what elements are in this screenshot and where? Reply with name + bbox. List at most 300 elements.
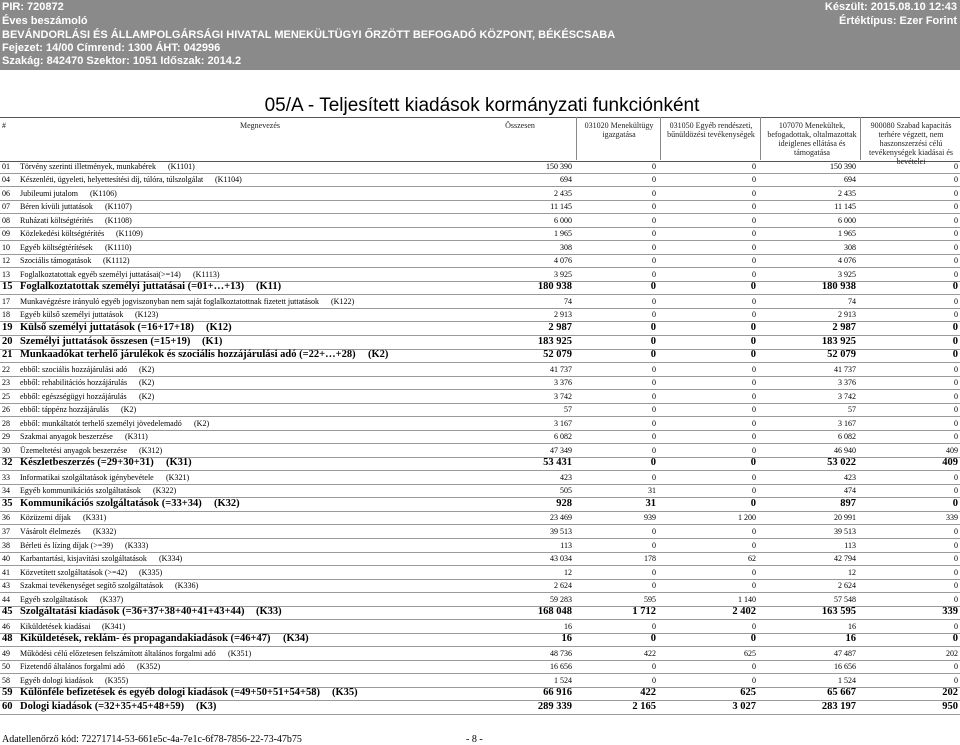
cell-c2: 0 bbox=[752, 675, 756, 685]
cell-c2: 0 bbox=[750, 321, 756, 333]
cell-c3: 65 667 bbox=[827, 687, 856, 699]
cell-c1: 0 bbox=[652, 472, 656, 482]
col-divider bbox=[576, 117, 577, 160]
row-label: ebből: szociális hozzájárulási adó bbox=[20, 364, 128, 374]
row-code: (K311) bbox=[125, 432, 148, 442]
row-label: Közüzemi díjak bbox=[20, 513, 71, 523]
row-label: Foglalkoztatottak egyéb személyi juttatásai(>=14) bbox=[20, 269, 181, 279]
table-row bbox=[0, 661, 960, 675]
col-1-header: 031020 Menekültügy igazgatása bbox=[584, 121, 654, 139]
cell-c4: 0 bbox=[954, 594, 958, 604]
row-label: ebből: táppénz hozzájárulás bbox=[20, 405, 109, 415]
row-code: (K333) bbox=[125, 540, 149, 550]
cell-c4: 0 bbox=[954, 229, 958, 239]
cell-c2: 0 bbox=[750, 349, 756, 361]
col-total-header: Összesen bbox=[505, 121, 535, 130]
row-code: (K352) bbox=[137, 662, 161, 672]
row-number: 58 bbox=[2, 675, 10, 685]
cell-c3: 3 167 bbox=[838, 418, 856, 428]
table-row bbox=[0, 336, 960, 350]
cell-c1: 0 bbox=[652, 418, 656, 428]
cell-c4: 0 bbox=[954, 310, 958, 320]
cell-c3: 163 595 bbox=[821, 606, 856, 618]
cell-c4: 409 bbox=[942, 457, 958, 469]
row-label: Közlekedési költségtérítés bbox=[20, 229, 105, 239]
row-number: 26 bbox=[2, 405, 10, 415]
table-row bbox=[0, 201, 960, 215]
cell-c3: 3 925 bbox=[838, 269, 856, 279]
cell-c3: 150 390 bbox=[830, 161, 856, 171]
cell-total: 11 145 bbox=[550, 202, 572, 212]
row-number: 25 bbox=[2, 391, 10, 401]
row-number: 60 bbox=[2, 700, 13, 712]
cell-c1: 0 bbox=[652, 662, 656, 672]
cell-c2: 0 bbox=[752, 662, 756, 672]
row-code: (K1106) bbox=[90, 188, 117, 198]
cell-total: 41 737 bbox=[550, 364, 572, 374]
table-row bbox=[0, 607, 960, 621]
cell-total: 57 bbox=[564, 405, 572, 415]
cell-c3: 1 965 bbox=[838, 229, 856, 239]
table-row bbox=[0, 647, 960, 661]
cell-c3: 283 197 bbox=[821, 700, 856, 712]
table-row bbox=[0, 174, 960, 188]
cell-total: 66 916 bbox=[543, 687, 572, 699]
table-row bbox=[0, 187, 960, 201]
table-row bbox=[0, 255, 960, 269]
cell-c1: 0 bbox=[652, 540, 656, 550]
row-code: (K1113) bbox=[193, 269, 220, 279]
cell-c1: 0 bbox=[652, 256, 656, 266]
cell-c3: 16 656 bbox=[834, 662, 856, 672]
cell-c4: 0 bbox=[952, 633, 958, 645]
cell-c3: 16 bbox=[848, 621, 856, 631]
row-code: (K1107) bbox=[105, 202, 132, 212]
row-label: ebből: egészségügyi hozzájárulás bbox=[20, 391, 127, 401]
row-code: (K335) bbox=[139, 567, 163, 577]
row-code: (K122) bbox=[331, 296, 355, 306]
row-label: Egyéb külső személyi juttatások bbox=[20, 310, 124, 320]
cell-c3: 47 487 bbox=[834, 648, 856, 658]
row-label: Vásárolt élelmezés bbox=[20, 527, 81, 537]
row-code: (K1112) bbox=[103, 256, 130, 266]
institution-name: BEVÁNDORLÁSI ÉS ÁLLAMPOLGÁRSÁGI HIVATAL MENEKÜLTÜGYI ŐRZÖTT BEFOGADÓ KÖZPONT, BÉKÉSCSABA bbox=[2, 29, 616, 41]
cell-c3: 46 940 bbox=[834, 445, 856, 455]
row-label: Készletbeszerzés (=29+30+31) bbox=[20, 457, 154, 469]
table-row bbox=[0, 674, 960, 688]
cell-total: 6 082 bbox=[554, 432, 572, 442]
cell-c3: 16 bbox=[845, 633, 856, 645]
cell-c3: 423 bbox=[844, 472, 856, 482]
row-number: 21 bbox=[2, 349, 13, 361]
row-label: Szakmai anyagok beszerzése bbox=[20, 432, 113, 442]
cell-total: 47 349 bbox=[550, 445, 572, 455]
cell-c1: 939 bbox=[644, 513, 656, 523]
cell-c3: 2 624 bbox=[838, 581, 856, 591]
cell-c3: 52 079 bbox=[827, 349, 856, 361]
row-label: Külső személyi juttatások (=16+17+18) bbox=[20, 321, 194, 333]
row-code: (K355) bbox=[105, 675, 129, 685]
check-code: Adatellenőrző kód: 72271714-53-661e5c-4a-7e1c-6f78-7856-22-73-47b75 bbox=[2, 734, 302, 745]
cell-total: 289 339 bbox=[537, 700, 572, 712]
cell-total: 52 079 bbox=[543, 349, 572, 361]
row-label: Működési célú előzetesen felszámított általános forgalmi adó bbox=[20, 648, 216, 658]
cell-c1: 2 165 bbox=[632, 700, 656, 712]
row-code: (K336) bbox=[175, 581, 199, 591]
cell-c2: 0 bbox=[750, 633, 756, 645]
row-number: 13 bbox=[2, 269, 10, 279]
row-code: (K34) bbox=[283, 633, 309, 645]
table-row bbox=[0, 268, 960, 282]
table-row bbox=[0, 228, 960, 242]
cell-c4: 0 bbox=[952, 349, 958, 361]
row-number: 41 bbox=[2, 567, 10, 577]
row-number: 50 bbox=[2, 662, 10, 672]
cell-c4: 0 bbox=[954, 256, 958, 266]
cell-c4: 0 bbox=[954, 215, 958, 225]
cell-c1: 0 bbox=[650, 457, 656, 469]
cell-c3: 3 742 bbox=[838, 391, 856, 401]
cell-c4: 0 bbox=[954, 161, 958, 171]
cell-c4: 0 bbox=[952, 335, 958, 347]
row-label: Dologi kiadások (=32+35+45+48+59) bbox=[20, 700, 185, 712]
table-row bbox=[0, 295, 960, 309]
cell-c3: 57 548 bbox=[834, 594, 856, 604]
cell-total: 16 bbox=[564, 621, 572, 631]
cell-c1: 0 bbox=[652, 364, 656, 374]
cell-c2: 0 bbox=[752, 405, 756, 415]
row-code: (K332) bbox=[93, 527, 117, 537]
row-number: 19 bbox=[2, 321, 13, 333]
row-label: Törvény szerinti illetmények, munkabérek bbox=[20, 161, 156, 171]
row-code: (K331) bbox=[83, 513, 107, 523]
row-label: Foglalkoztatottak személyi juttatásai (=01+…+13) bbox=[20, 281, 245, 293]
cell-c3: 6 082 bbox=[838, 432, 856, 442]
sector-text: Szakág: 842470 Szektor: 1051 Időszak: 2014.2 bbox=[2, 55, 242, 67]
row-label: Kiküldetések kiadásai bbox=[20, 621, 91, 631]
table-row bbox=[0, 498, 960, 512]
row-label: Személyi juttatások összesen (=15+19) bbox=[20, 335, 191, 347]
created-text: Készült: 2015.08.10 12:43 bbox=[824, 1, 957, 13]
table-row bbox=[0, 593, 960, 607]
row-code: (K31) bbox=[166, 457, 192, 469]
table-row bbox=[0, 309, 960, 323]
cell-c1: 0 bbox=[652, 296, 656, 306]
cell-c2: 0 bbox=[752, 391, 756, 401]
cell-c2: 0 bbox=[752, 432, 756, 442]
cell-c1: 0 bbox=[652, 621, 656, 631]
cell-c1: 0 bbox=[652, 567, 656, 577]
cell-c4: 202 bbox=[946, 648, 958, 658]
cell-c3: 308 bbox=[844, 242, 856, 252]
cell-c1: 595 bbox=[644, 594, 656, 604]
table-row bbox=[0, 512, 960, 526]
cell-c2: 0 bbox=[752, 540, 756, 550]
pir-text: PIR: 720872 bbox=[2, 1, 64, 13]
cell-total: 2 435 bbox=[554, 188, 572, 198]
cell-total: 3 376 bbox=[554, 378, 572, 388]
row-code: (K312) bbox=[139, 445, 163, 455]
row-label: Egyéb költségtérítések bbox=[20, 242, 93, 252]
row-code: (K32) bbox=[214, 497, 240, 509]
row-number: 29 bbox=[2, 432, 10, 442]
cell-c1: 0 bbox=[652, 391, 656, 401]
value-type: Értéktípus: Ezer Forint bbox=[839, 15, 957, 27]
row-label: Karbantartási, kisjavítási szolgáltatások bbox=[20, 554, 147, 564]
cell-c4: 0 bbox=[954, 175, 958, 185]
cell-c1: 422 bbox=[640, 687, 656, 699]
cell-c4: 0 bbox=[954, 662, 958, 672]
col-num-header: # bbox=[2, 121, 6, 130]
cell-c2: 0 bbox=[752, 310, 756, 320]
row-number: 43 bbox=[2, 581, 10, 591]
cell-total: 39 513 bbox=[550, 527, 572, 537]
row-label: Fizetendő általános forgalmi adó bbox=[20, 662, 125, 672]
cell-c4: 0 bbox=[952, 281, 958, 293]
cell-total: 2 913 bbox=[554, 310, 572, 320]
cell-c4: 0 bbox=[954, 364, 958, 374]
row-number: 09 bbox=[2, 229, 10, 239]
cell-c3: 12 bbox=[848, 567, 856, 577]
row-number: 01 bbox=[2, 161, 10, 171]
cell-c1: 0 bbox=[652, 188, 656, 198]
row-label: Jubileumi jutalom bbox=[20, 188, 78, 198]
cell-c2: 0 bbox=[752, 242, 756, 252]
cell-c4: 0 bbox=[954, 675, 958, 685]
row-label: Kiküldetések, reklám- és propagandakiadások (=46+47) bbox=[20, 633, 271, 645]
cell-total: 3 167 bbox=[554, 418, 572, 428]
cell-c2: 0 bbox=[752, 621, 756, 631]
row-number: 33 bbox=[2, 472, 10, 482]
cell-total: 4 076 bbox=[554, 256, 572, 266]
cell-c2: 0 bbox=[752, 486, 756, 496]
cell-total: 48 736 bbox=[550, 648, 572, 658]
cell-c2: 0 bbox=[752, 472, 756, 482]
cell-c4: 0 bbox=[954, 527, 958, 537]
cell-total: 3 742 bbox=[554, 391, 572, 401]
cell-c3: 3 376 bbox=[838, 378, 856, 388]
cell-c3: 474 bbox=[844, 486, 856, 496]
report-type: Éves beszámoló bbox=[2, 15, 88, 27]
cell-total: 59 283 bbox=[550, 594, 572, 604]
row-number: 59 bbox=[2, 687, 13, 699]
cell-c4: 0 bbox=[954, 242, 958, 252]
row-label: Szakmai tevékenységet segítő szolgáltatások bbox=[20, 581, 164, 591]
cell-c3: 74 bbox=[848, 296, 856, 306]
row-number: 28 bbox=[2, 418, 10, 428]
col-divider bbox=[760, 117, 761, 160]
cell-c2: 0 bbox=[752, 378, 756, 388]
cell-c2: 0 bbox=[752, 229, 756, 239]
row-number: 36 bbox=[2, 513, 10, 523]
cell-c4: 0 bbox=[954, 540, 958, 550]
table-row bbox=[0, 688, 960, 702]
cell-c2: 0 bbox=[752, 161, 756, 171]
row-number: 44 bbox=[2, 594, 10, 604]
row-number: 22 bbox=[2, 364, 10, 374]
cell-c1: 0 bbox=[652, 215, 656, 225]
row-number: 48 bbox=[2, 633, 13, 645]
row-code: (K321) bbox=[166, 472, 190, 482]
row-number: 32 bbox=[2, 457, 13, 469]
table-row bbox=[0, 431, 960, 445]
row-number: 18 bbox=[2, 310, 10, 320]
cell-c1: 0 bbox=[652, 675, 656, 685]
row-number: 17 bbox=[2, 296, 10, 306]
cell-c1: 0 bbox=[652, 527, 656, 537]
cell-total: 1 524 bbox=[554, 675, 572, 685]
cell-c2: 0 bbox=[752, 296, 756, 306]
row-code: (K1109) bbox=[116, 229, 143, 239]
row-label: Készenléti, ügyeleti, helyettesítési díj, túlóra, túlszolgálat bbox=[20, 175, 204, 185]
row-code: (K337) bbox=[100, 594, 124, 604]
cell-total: 505 bbox=[560, 486, 572, 496]
cell-c3: 1 524 bbox=[838, 675, 856, 685]
cell-c4: 0 bbox=[954, 188, 958, 198]
row-label: ebből: rehabilitációs hozzájárulás bbox=[20, 378, 128, 388]
cell-c2: 0 bbox=[750, 335, 756, 347]
cell-c3: 2 435 bbox=[838, 188, 856, 198]
cell-c4: 0 bbox=[954, 581, 958, 591]
row-code: (K11) bbox=[256, 281, 282, 293]
table-row bbox=[0, 701, 960, 715]
cell-c2: 1 140 bbox=[738, 594, 756, 604]
col-divider bbox=[860, 117, 861, 160]
row-code: (K2) bbox=[121, 405, 137, 415]
cell-c2: 0 bbox=[750, 497, 756, 509]
cell-c2: 0 bbox=[752, 418, 756, 428]
table-row bbox=[0, 620, 960, 634]
row-code: (K2) bbox=[139, 391, 155, 401]
row-label: Ruházati költségtérítés bbox=[20, 215, 94, 225]
cell-c2: 0 bbox=[752, 527, 756, 537]
cell-total: 74 bbox=[564, 296, 572, 306]
row-code: (K33) bbox=[256, 606, 282, 618]
cell-c4: 0 bbox=[952, 321, 958, 333]
row-code: (K1) bbox=[202, 335, 223, 347]
cell-c3: 42 794 bbox=[834, 554, 856, 564]
cell-c2: 0 bbox=[752, 581, 756, 591]
row-number: 45 bbox=[2, 606, 13, 618]
row-label: Közvetített szolgáltatások (>=42) bbox=[20, 567, 128, 577]
cell-c1: 0 bbox=[650, 633, 656, 645]
row-code: (K322) bbox=[153, 486, 177, 496]
row-label: Munkaadókat terhelő járulékok és szociális hozzájárulási adó (=22+…+28) bbox=[20, 349, 356, 361]
row-label: Szociális támogatások bbox=[20, 256, 92, 266]
cell-c2: 3 027 bbox=[732, 700, 756, 712]
cell-c1: 0 bbox=[650, 281, 656, 293]
cell-c4: 0 bbox=[954, 378, 958, 388]
row-label: Kommunikációs szolgáltatások (=33+34) bbox=[20, 497, 202, 509]
row-label: Egyéb kommunikációs szolgáltatások bbox=[20, 486, 141, 496]
row-label: Különféle befizetések és egyéb dologi kiadások (=49+50+51+54+58) bbox=[20, 687, 320, 699]
table-row bbox=[0, 377, 960, 391]
cell-total: 6 000 bbox=[554, 215, 572, 225]
cell-c3: 11 145 bbox=[834, 202, 856, 212]
row-label: Béren kívüli juttatások bbox=[20, 202, 93, 212]
row-label: ebből: munkáltatót terhelő személyi jövedelemadó bbox=[20, 418, 182, 428]
row-code: (K3) bbox=[196, 700, 217, 712]
table-row bbox=[0, 485, 960, 499]
row-code: (K341) bbox=[102, 621, 126, 631]
row-number: 06 bbox=[2, 188, 10, 198]
cell-c2: 0 bbox=[752, 567, 756, 577]
table-row bbox=[0, 282, 960, 296]
cell-c1: 1 712 bbox=[632, 606, 656, 618]
cell-total: 168 048 bbox=[537, 606, 572, 618]
cell-c2: 1 200 bbox=[738, 513, 756, 523]
row-code: (K1110) bbox=[105, 242, 132, 252]
table-row bbox=[0, 634, 960, 648]
cell-c1: 31 bbox=[645, 497, 656, 509]
table-row bbox=[0, 566, 960, 580]
cell-c4: 0 bbox=[952, 497, 958, 509]
row-number: 46 bbox=[2, 621, 10, 631]
cell-c1: 0 bbox=[652, 202, 656, 212]
cell-c3: 4 076 bbox=[838, 256, 856, 266]
cell-c1: 31 bbox=[648, 486, 656, 496]
cell-c2: 0 bbox=[752, 445, 756, 455]
table-row bbox=[0, 525, 960, 539]
page-number: - 8 - bbox=[466, 734, 483, 745]
row-number: 38 bbox=[2, 540, 10, 550]
row-label: Szolgáltatási kiadások (=36+37+38+40+41+43+44) bbox=[20, 606, 245, 618]
cell-total: 1 965 bbox=[554, 229, 572, 239]
cell-c4: 0 bbox=[954, 202, 958, 212]
report-header-band bbox=[0, 0, 960, 70]
cell-c1: 0 bbox=[652, 229, 656, 239]
row-code: (K2) bbox=[194, 418, 210, 428]
cell-c2: 62 bbox=[748, 554, 756, 564]
cell-c2: 0 bbox=[752, 188, 756, 198]
cell-c3: 20 991 bbox=[834, 513, 856, 523]
cell-c4: 0 bbox=[954, 486, 958, 496]
cell-total: 928 bbox=[556, 497, 572, 509]
page-title: 05/A - Teljesített kiadások kormányzati funkciónként bbox=[264, 95, 700, 116]
row-number: 08 bbox=[2, 215, 10, 225]
row-number: 40 bbox=[2, 554, 10, 564]
cell-c3: 57 bbox=[848, 405, 856, 415]
cell-c3: 2 987 bbox=[832, 321, 856, 333]
cell-total: 2 987 bbox=[548, 321, 572, 333]
row-label: Munkavégzésre irányuló egyéb jogviszonyban nem saját foglalkoztatottnak fizetett juttatások bbox=[20, 296, 320, 306]
cell-c1: 0 bbox=[652, 445, 656, 455]
row-code: (K1108) bbox=[105, 215, 132, 225]
cell-c2: 625 bbox=[744, 648, 756, 658]
table-row bbox=[0, 553, 960, 567]
cell-c4: 950 bbox=[942, 700, 958, 712]
cell-c1: 0 bbox=[652, 310, 656, 320]
row-label: Informatikai szolgáltatások igénybevétele bbox=[20, 472, 154, 482]
row-code: (K2) bbox=[368, 349, 389, 361]
cell-c2: 0 bbox=[752, 215, 756, 225]
cell-total: 23 469 bbox=[550, 513, 572, 523]
row-label: Bérleti és lízing díjak (>=39) bbox=[20, 540, 113, 550]
table-row bbox=[0, 241, 960, 255]
row-code: (K2) bbox=[139, 364, 155, 374]
cell-c4: 0 bbox=[954, 567, 958, 577]
cell-total: 113 bbox=[560, 540, 572, 550]
cell-c1: 0 bbox=[652, 242, 656, 252]
row-label: Egyéb szolgáltatások bbox=[20, 594, 88, 604]
cell-c4: 0 bbox=[954, 621, 958, 631]
cell-total: 180 938 bbox=[537, 281, 572, 293]
cell-total: 16 656 bbox=[550, 662, 572, 672]
cell-c4: 0 bbox=[954, 554, 958, 564]
row-number: 37 bbox=[2, 527, 10, 537]
cell-c1: 0 bbox=[652, 269, 656, 279]
row-number: 20 bbox=[2, 335, 13, 347]
